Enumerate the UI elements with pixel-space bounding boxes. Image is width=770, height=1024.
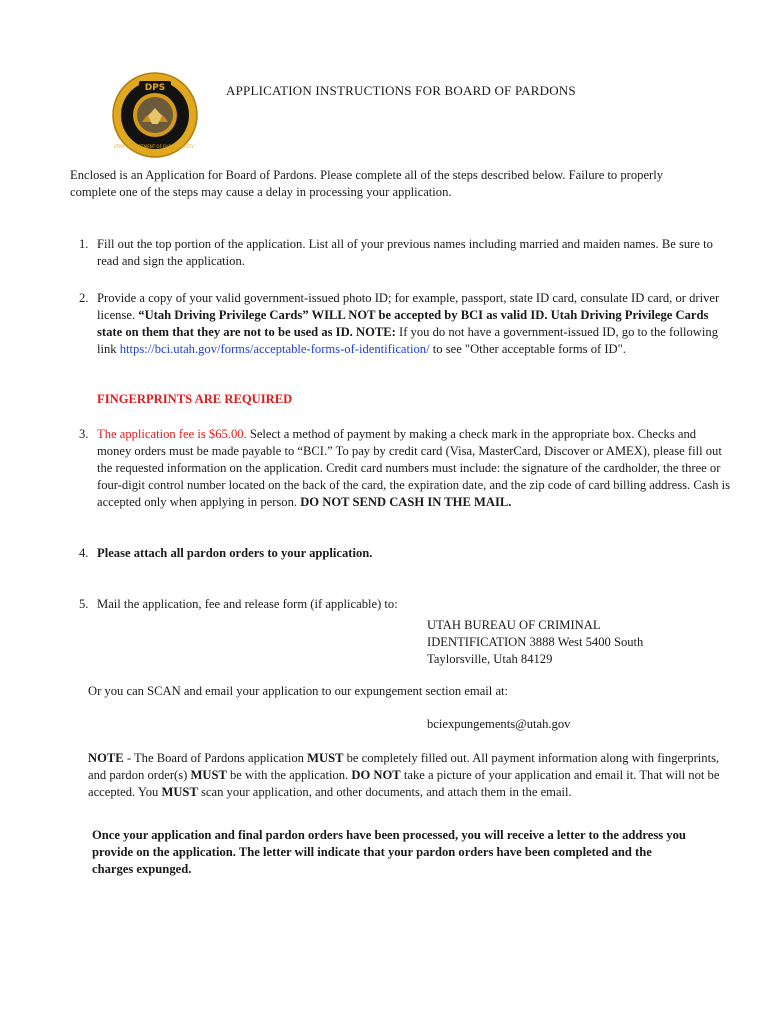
step-1-text: Fill out the top portion of the application. List all of your previous names including married and maiden names. Be sure to read and sign the application. (97, 237, 713, 268)
scan-email-instructions: Or you can SCAN and email your application to our expungement section email at: (88, 684, 509, 698)
address-line-2: IDENTIFICATION 3888 West 5400 South (427, 635, 644, 649)
page-title: APPLICATION INSTRUCTIONS FOR BOARD OF PARDONS (226, 83, 576, 98)
step-5 (70, 596, 732, 613)
mailing-address (427, 617, 643, 668)
note-paragraph: NOTE - The Board of Pardons application MUST be completely filled out. All payment information along with fingerprints, and pardon order(s) MUST be with the application. DO NOT take a picture of your application and email it. That will not be accepted. You MUST scan your application, and other documents, and attach them in the email. (88, 751, 720, 799)
step-1-number: 1. (79, 237, 89, 251)
fingerprints-required-heading: FINGERPRINTS ARE REQUIRED (97, 392, 293, 406)
step-2-bold-warning: “Utah Driving Privilege Cards” WILL NOT be accepted by BCI as valid ID. Utah Driving Privilege Cards state on them that they are not to be used as ID. NOTE: (97, 308, 709, 339)
step-3-text: The application fee is $65.00. Select a method of payment by making a check mark in the appropriate box. Checks and money orders must be made payable to “BCI.” To pay by credit card (Visa, MasterCard, Discover or AMEX), please fill out the requested information on the application. Credit card numbers must include: the signature of the cardholder, the three or four-digit control number located on the back of the card, the expiration date, and the zip code of card billing address. Cash is accepted only when applying in person. DO NOT SEND CASH IN THE MAIL. (97, 427, 731, 509)
seal-dps-text: DPS (144, 83, 166, 93)
dps-seal-logo (112, 72, 198, 158)
expungement-email: bciexpungements@utah.gov (427, 717, 571, 731)
application-fee: The application fee is $65.00. (97, 427, 247, 441)
address-line-3: Taylorsville, Utah 84129 (427, 652, 553, 666)
step-2-text: Provide a copy of your valid government-issued photo ID; for example, passport, state ID card, consulate ID card, or driver license. “Utah Driving Privilege Cards” WILL NOT be accepted by BCI as valid ID. Utah Driving Privilege Cards state on them that they are not to be used as ID. NOTE: If you do not have a government-issued ID, go to the following link https://bci.utah.gov/forms/acceptable-forms-of-identification/ to see "Other acceptable forms of ID". (97, 291, 720, 356)
step-5-text: Mail the application, fee and release form (if applicable) to: (97, 597, 398, 611)
step-3 (70, 426, 732, 511)
step-3-number: 3. (79, 427, 89, 441)
step-4-number: 4. (79, 546, 89, 560)
no-cash-warning: DO NOT SEND CASH IN THE MAIL. (300, 495, 512, 509)
acceptable-id-link[interactable]: https://bci.utah.gov/forms/acceptable-forms-of-identification/ (119, 342, 430, 356)
address-line-1: UTAH BUREAU OF CRIMINAL (427, 618, 601, 632)
closing-paragraph: Once your application and final pardon orders have been processed, you will receive a letter to the address you provide on the application. The letter will indicate that your pardon orders have been completed and the charges expunged. (92, 828, 686, 876)
seal-ring-text: UTAH · DEPARTMENT OF PUBLIC SAFETY · (113, 144, 197, 149)
step-5-number: 5. (79, 597, 89, 611)
step-2-number: 2. (79, 291, 89, 305)
intro-paragraph: Enclosed is an Application for Board of Pardons. Please complete all of the steps described below. Failure to properly complete one of the steps may cause a delay in processing your application. (70, 168, 664, 199)
step-1 (70, 236, 732, 270)
step-2 (70, 290, 732, 358)
step-4 (70, 545, 732, 562)
step-4-text: Please attach all pardon orders to your application. (97, 546, 373, 560)
